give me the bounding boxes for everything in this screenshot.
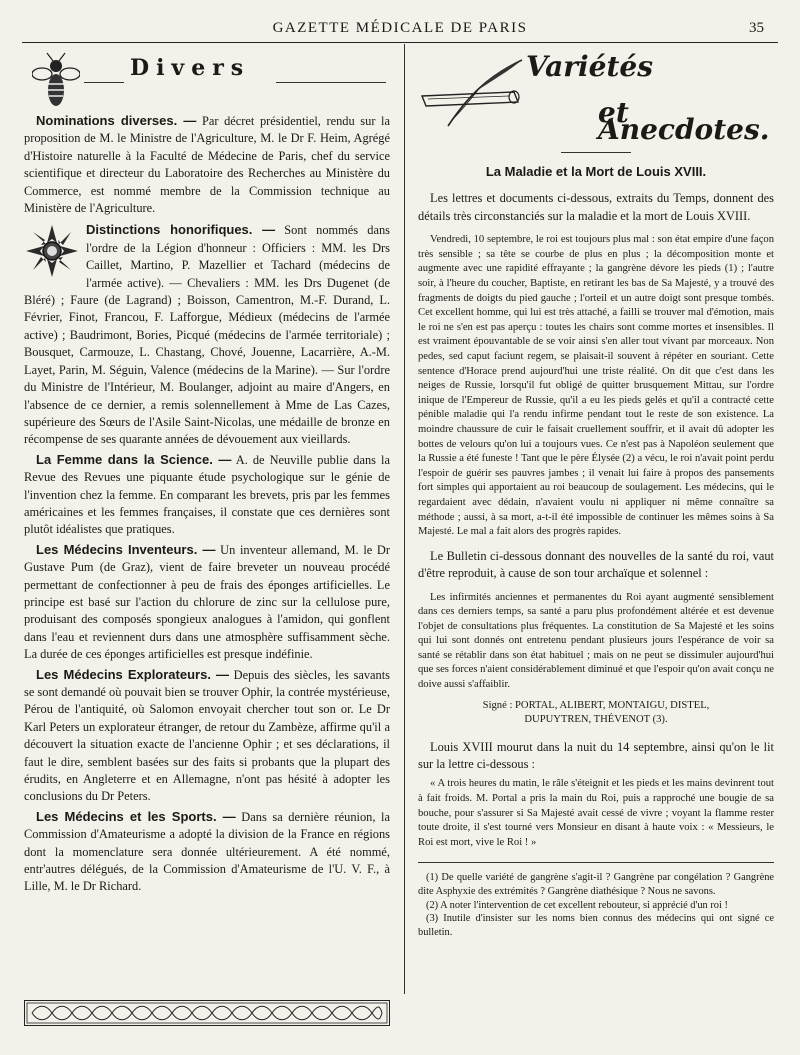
right-column	[418, 52, 774, 939]
death-intro: Louis XVIII mourut dans la nuit du 14 septembre, ainsi qu'on le lit sur la lettre ci-dessous :	[418, 739, 774, 772]
footnotes	[418, 871, 774, 939]
bulletin-signatures: Signé : PORTAL, ALIBERT, MONTAIGU, DISTEL, DUPUYTREN, THÉVENOT (3).	[482, 699, 710, 725]
legion-honor-medal-icon	[24, 223, 80, 279]
footnote-2: (2) A noter l'intervention de cet excellent rebouteur, si apprécié d'un roi !	[426, 899, 728, 911]
journal-title: GAZETTE MÉDICALE DE PARIS	[272, 20, 528, 36]
header-rule	[22, 42, 778, 43]
item-femme-science: La Femme dans la Science. — A. de Neuville publie dans la Revue des Revues une piquante étude psychologique sur le génie de l'invention chez la femme. En comparant les brevets, pris par les femmes américaines et les femmes françaises, il constate que ces dernières sont plutôt idéalistes que pratiques.	[24, 451, 390, 537]
item-distinctions: Distinctions honorifiques. — Sont nommés dans l'ordre de la Légion d'honneur : Officiers : MM. les Drs Caillet, Martino, P. Mazellier et Tachard (médecins de l'armée active). — Chevaliers : MM. les Drs Dugenet (de Bléré) ; Faure (de Lagrand) ; Boisson, Camentron, M.-F. Durand, L. Février, Finot, Francou, F. Lafforgue, Médieux (médecins de l'armée active) ; Baudrimont, Bories, Picqué (médecins de l'armée territoriale) ; Bousquet, Carmouze, L. Chastang, Chové, Jouenne, Lacarrière, A.-M. Layet, Parin, M. Séguin, Valence (médecins de la Marine). — Sur l'ordre du Ministre de l'Intérieur, M. Boulanger, adjoint au maire d'Angers, en l'absence de ce dernier, a remis solennellement à Mme de Las Cazes, supérieure des Sœurs de l'Asile Saint-Nicolas, une médaille de bronze en récompense de ses quarante années de dévouement aux vieillards.	[24, 222, 391, 447]
bee-icon	[32, 52, 80, 110]
bulletin-text: Les infirmités anciennes et permanentes du Roi ayant augmenté sensiblement dans ces derniers temps, sa santé a paru plus profondément altérée et est devenue l'objet de consultations plus fréquentes. La constitution de Sa Majesté et les soins qui lui sont donnés ont entretenu pendant plusieurs jours l'espérance de voir sa santé se rétablir dans son état habituel ; mais on ne peut se dissimuler aujourd'hui que ses forces n'aient considérablement diminué et que l'espoir qu'on avait conçu ne doive aussi s'affaiblir.	[418, 591, 774, 691]
column-divider	[404, 44, 405, 994]
bulletin-intro: Le Bulletin ci-dessous donnant des nouvelles de la santé du roi, vaut d'être reproduit, à cause de son tour archaïque et solennel :	[418, 548, 774, 581]
article-title: La Maladie et la Mort de Louis XVIII.	[485, 164, 707, 179]
section-title-anecdotes: et Anecdotes.	[598, 96, 770, 147]
decorative-border-ornament	[24, 1000, 390, 1026]
item-medecins-sports: Les Médecins et les Sports. — Dans sa dernière réunion, la Commission d'Amateurisme a adopté la division de la France en régions dont la momenclature sera donnée ultérieurement. A été nommé, entr'autres délégués, de la Commission d'Amateurisme de l'U. V. F., à Lille, M. le Dr Richard.	[24, 808, 390, 894]
running-header	[0, 18, 800, 40]
quill-scroll-icon	[418, 56, 528, 136]
footnote-3: (3) Inutile d'insister sur les noms bien connus des médecins qui ont signé ce bulletin.	[418, 913, 774, 938]
death-letter: « A trois heures du matin, le râle s'éteignit et les pieds et les mains devinrent tout à fait froids. M. Portal a pris la main du Roi, puis a rapproché une bougie de sa bouche, pour s'assurer si Sa Majesté avait cessé de vivre ; voyant la flamme rester toute droite, il s'est tourné vers Monsieur en disant à haute voix : « Messieurs, le Roi est mort, vive le Roi ! »	[418, 778, 774, 848]
page-number: 35	[749, 20, 764, 36]
varietes-header	[418, 52, 774, 152]
item-medecins-explorateurs: Les Médecins Explorateurs. — Depuis des siècles, les savants se sont demandé où pouvait bien se trouver Ophir, la contrée mystérieuse, Pérou de l'antiquité, où Salomon envoyait chercher tout son or. Le Dr Karl Peters un explorateur étranger, de retour du Zambèze, affirme qu'il a découvert la situation exacte de l'ancienne Ophir ; et ses déclarations, il faut le dire, semblent basées sur des faits si probants que la plupart des érudits, en Angleterre et en Allemagne, n'ont pas hésité à adopter les conclusions du Dr Peters.	[24, 666, 390, 804]
section-title-varietes: Variétés	[526, 50, 654, 83]
left-column	[24, 52, 390, 896]
footnote-1: (1) De quelle variété de gangrène s'agit-il ? Gangrène par congélation ? Gangrène dite Asphyxie des extrémités ? Gangrène diathésique ? Nous ne savons.	[418, 872, 774, 898]
item-nominations: Nominations diverses. — Par décret présidentiel, rendu sur la proposition de M. le Ministre de l'Agriculture, M. le Dr F. Heim, Agrégé d'Histoire naturelle à la Faculté de Médecine de Paris, chef du service scientifique et directeur du Laboratoire des Recherches au Ministère du Commerce, est nommé membre de la Commission technique au Ministère de l'Agriculture.	[24, 113, 390, 216]
divers-rule-left	[84, 82, 124, 83]
footnote-rule	[418, 862, 774, 863]
divers-header	[24, 52, 390, 112]
section-title-divers: Divers	[130, 55, 251, 81]
letter-text: Vendredi, 10 septembre, le roi est toujours plus mal : son état empire d'une façon très sensible ; sa tête se courbe de plus en plus ; la décomposition monte et augmente avec une rapidité effrayante ; la gangrène dévore les pieds (1) ; l'autre soir, à l'heure du coucher, Baptiste, en retirant les bas de Sa Majesté, y a trouvé des fragments de doigts du pied gauche ; l'orteil et un autre doigt sont presque tombés. Cet excellent homme, qui lui est très attaché, a failli se trouver mal d'émotion, mais le roi ne s'en est pas aperçu : toutes les chairs sont comme mortes et insensibles. Il est vraiment épouvantable de se voir ainsi s'en aller tout vivant par morceaux. Non pedes, sed caput faciunt regem, se plaisait-il souvent à répéter en souriant. Cette sentence d'Horace prend aujourd'hui une triste réalité. On dit que c'est dans les neiges de Russie, lorsqu'il fut obligé de quitter brusquement Mittau, sur l'ordre inique de l'Empereur de Russie, qu'il a eu les pieds gelés et qu'il a contracté cette pénible maladie qui l'a rendu infirme pendant tout le reste de son existence. La moindre chaussure de cuir le faisait cruellement souffrir, et il avait dû adopter les bottes de velours qu'on lui a toujours vues. Ce n'est pas à Napoléon seulement que la Russie a été funeste ! Tant que le père Élysée (2) a vécu, le roi n'avait point perdu l'espoir de guérir ses pauvres jambes ; il venait lui faire à propos des pansements fort simples qui apportaient au roi beaucoup de soulagement. Les médecins, qui le regardaient avec dédain, n'avaient voulu ni appliquer ni même connaître sa méthode ; aussi, à sa mort, a-t-il été impossible de continuer les mêmes soins à Sa Majesté. Le mal a fait alors des progrès rapides.	[418, 234, 774, 538]
title-rule	[561, 152, 631, 153]
article-intro: Les lettres et documents ci-dessous, extraits du Temps, donnent des détails très circonstanciés sur la maladie et la mort de Louis XVIII.	[418, 191, 774, 223]
item-medecins-inventeurs: Les Médecins Inventeurs. — Un inventeur allemand, M. le Dr Gustave Pum (de Graz), vient de faire breveter un nouveau procédé permettant de confectionner à peu de frais des éponges artificielles. Le principe est basé sur l'action du chlorure de zinc sur la cellulose pure, produisant des composés spongieux analogues à l'amidon, qui gonflent dans l'eau et reviennent durs dans une atmosphère suffisamment sèche. La durée de ces éponges artificielles est presque indéfinie.	[24, 541, 390, 662]
divers-rule-right	[276, 82, 386, 83]
